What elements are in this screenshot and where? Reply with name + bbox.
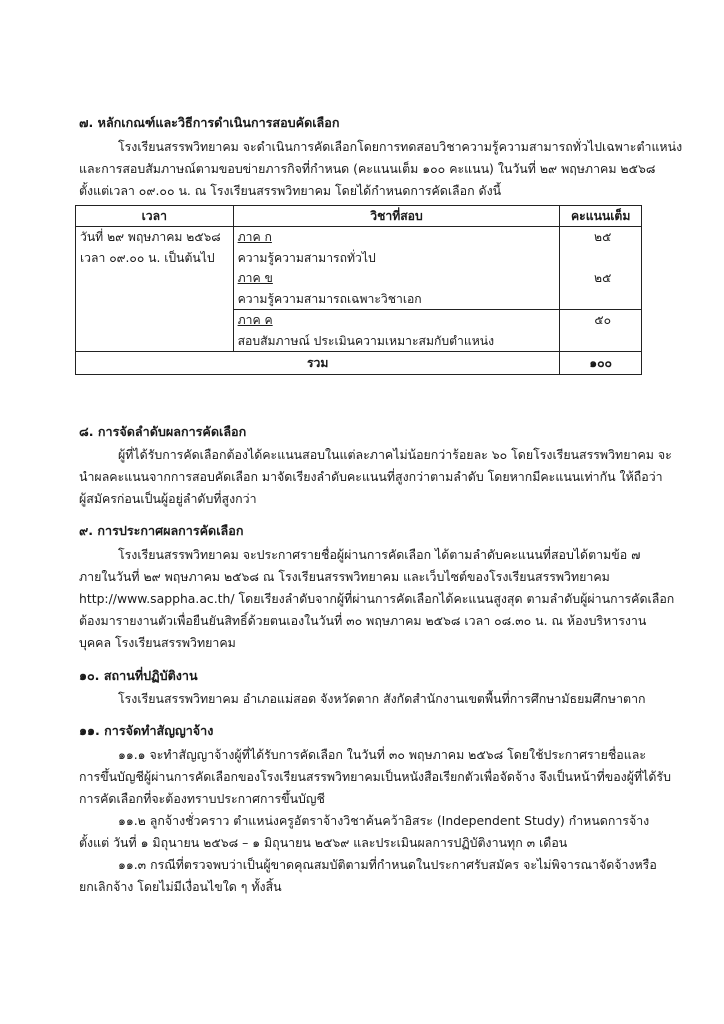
part-c-desc: สอบสัมภาษณ์ ประเมินความเหมาะสมกับตำแหน่ง — [237, 333, 495, 348]
table-row — [76, 227, 642, 310]
score-cell-c — [560, 310, 642, 352]
section-11-heading: ๑๑. การจัดทำสัญญาจ้าง — [79, 723, 214, 738]
section-7-heading: ๗. หลักเกณฑ์และวิธีการดำเนินการสอบคัดเลือก — [79, 115, 340, 130]
section-11-line-2: การขึ้นบัญชีผู้ผ่านการคัดเลือกของโรงเรียนสรรพวิทยาคมเป็นหนังสือเรียกตัวเพื่อจัดจ้าง จึงเป็นหน้าที่ของผู้ที่ได้รับ — [79, 769, 671, 784]
section-11-line-4: ๑๑.๒ ลูกจ้างชั่วคราว ตำแหน่งครูอัตราจ้างวิชาค้นคว้าอิสระ (Independent Study) กำหนดการจ้าง — [118, 813, 650, 828]
section-10-heading: ๑๐. สถานที่ปฏิบัติงาน — [79, 668, 198, 683]
section-9-line-5: บุคคล โรงเรียนสรรพวิทยาคม — [79, 635, 236, 650]
section-11-line-1: ๑๑.๑ จะทำสัญญาจ้างผู้ที่ได้รับการคัดเลือก ในวันที่ ๓๐ พฤษภาคม ๒๕๖๘ โดยใช้ประกาศรายชื่อและ — [118, 747, 646, 762]
section-7-line-2: และการสอบสัมภาษณ์ตามขอบข่ายภารกิจที่กำหนด (คะแนนเต็ม ๑๐๐ คะแนน) ในวันที่ ๒๙ พฤษภาคม ๒๕๖๘ — [79, 161, 656, 176]
table-header-row — [76, 206, 642, 227]
section-9-line-1: โรงเรียนสรรพวิทยาคม จะประกาศรายชื่อผู้ผ่านการคัดเลือก ได้ตามลำดับคะแนนที่สอบได้ตามข้อ ๗ — [118, 547, 641, 562]
part-a-desc: ความรู้ความสามารถทั่วไป — [237, 250, 376, 265]
section-11-line-5: ตั้งแต่ วันที่ ๑ มิถุนายน ๒๕๖๘ – ๑ มิถุนายน ๒๕๖๙ และประเมินผลการปฏิบัติงานทุก ๓ เดือน — [79, 835, 568, 850]
part-b-score: ๒๕ — [594, 271, 612, 285]
section-9-line-3: http://www.sappha.ac.th/ โดยเรียงลำดับจากผู้ที่ผ่านการคัดเลือกได้คะแนนสูงสุด ตามลำดับผู้ผ่านการคัดเลือก — [79, 591, 675, 606]
section-11-line-6: ๑๑.๓ กรณีที่ตรวจพบว่าเป็นผู้ขาดคุณสมบัติตามที่กำหนดในประกาศรับสมัคร จะไม่พิจารณาจัดจ้างหรือ — [118, 857, 657, 872]
part-b-desc: ความรู้ความสามารถเฉพาะวิชาเอก — [237, 291, 422, 306]
part-a-title: ภาค ก — [237, 230, 272, 244]
subject-cell-ab — [233, 227, 560, 310]
section-9-heading: ๙. การประกาศผลการคัดเลือก — [79, 523, 244, 538]
part-b-title: ภาค ข — [237, 271, 273, 285]
total-label: รวม — [76, 352, 560, 375]
section-8-line-3: ผู้สมัครก่อนเป็นผู้อยู่ลำดับที่สูงกว่า — [79, 491, 257, 506]
section-9-line-2: ภายในวันที่ ๒๙ พฤษภาคม ๒๕๖๘ ณ โรงเรียนสรรพวิทยาคม และเว็บไซต์ของโรงเรียนสรรพวิทยาคม — [79, 569, 610, 584]
table-total-row — [76, 352, 642, 375]
section-8-heading: ๘. การจัดลำดับผลการคัดเลือก — [79, 424, 247, 439]
section-7-line-3: ตั้งแต่เวลา ๐๙.๐๐ น. ณ โรงเรียนสรรพวิทยาคม โดยได้กำหนดการคัดเลือก ดังนี้ — [79, 183, 502, 198]
part-c-title: ภาค ค — [237, 313, 273, 327]
part-c-score: ๕๐ — [594, 313, 612, 327]
exam-time: เวลา ๐๙.๐๐ น. เป็นต้นไป — [80, 250, 215, 265]
section-10-line-1: โรงเรียนสรรพวิทยาคม อำเภอแม่สอด จังหวัดตาก สังกัดสำนักงานเขตพื้นที่การศึกษามัธยมศึกษาตาก — [118, 691, 646, 706]
header-subject: วิชาที่สอบ — [233, 206, 560, 227]
exam-schedule-table — [75, 205, 642, 375]
header-time: เวลา — [76, 206, 234, 227]
section-8-line-1: ผู้ที่ได้รับการคัดเลือกต้องได้คะแนนสอบในแต่ละภาคไม่น้อยกว่าร้อยละ ๖๐ โดยโรงเรียนสรรพวิทยาคม จะ — [118, 447, 672, 462]
exam-date: วันที่ ๒๙ พฤษภาคม ๒๕๖๘ — [80, 230, 221, 244]
section-9-line-4: ต้องมารายงานตัวเพื่อยืนยันสิทธิ์ด้วยตนเองในวันที่ ๓๐ พฤษภาคม ๒๕๖๘ เวลา ๐๘.๓๐ น. ณ ห้องบริหารงาน — [79, 613, 647, 628]
section-7-line-1: โรงเรียนสรรพวิทยาคม จะดำเนินการคัดเลือกโดยการทดสอบวิชาความรู้ความสามารถทั่วไปเฉพาะตำแหน่ง — [118, 139, 683, 154]
part-a-score: ๒๕ — [594, 230, 612, 244]
section-8-line-2: นำผลคะแนนจากการสอบคัดเลือก มาจัดเรียงลำดับคะแนนที่สูงกว่าตามลำดับ โดยหากมีคะแนนเท่ากัน ให้ถือว่า — [79, 469, 663, 484]
time-cell — [76, 227, 234, 352]
subject-cell-c — [233, 310, 560, 352]
section-11-line-7: ยกเลิกจ้าง โดยไม่มีเงื่อนไขใด ๆ ทั้งสิ้น — [79, 879, 282, 894]
score-cell-ab — [560, 227, 642, 310]
total-score: ๑๐๐ — [560, 352, 642, 375]
section-11-line-3: การคัดเลือกที่จะต้องทราบประกาศการขึ้นบัญชี — [79, 791, 325, 806]
header-full-score: คะแนนเต็ม — [560, 206, 642, 227]
